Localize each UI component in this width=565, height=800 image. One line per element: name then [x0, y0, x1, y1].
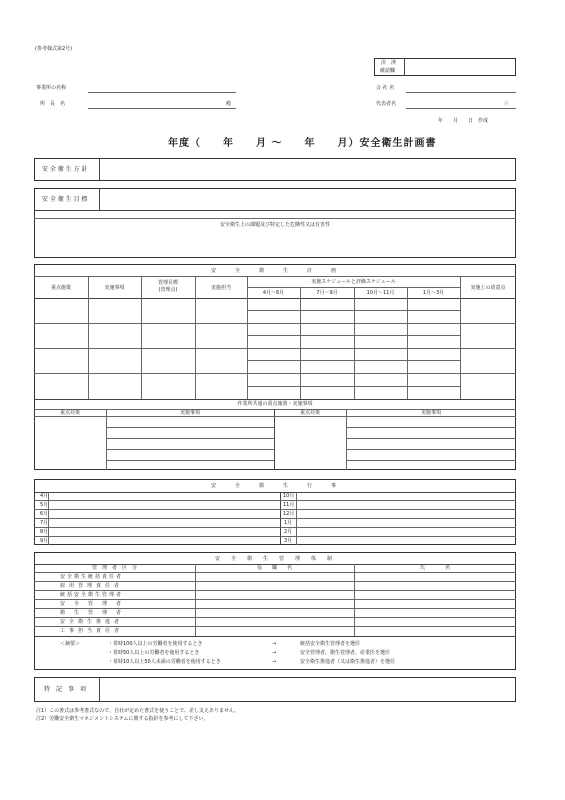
rep-name-line[interactable]: [406, 108, 516, 109]
col-items: 実施事項: [104, 285, 125, 291]
company-label: 会 社 名: [376, 85, 395, 91]
org-note-left-3: ・常時10人以上50人未満の労働者を使用するとき: [108, 659, 221, 665]
shared-title: 作業所共通の重点施策・実施事項: [237, 401, 313, 407]
org-note-left-1: ・常時100人以上の労働者を使用するとき: [108, 641, 203, 647]
org-col-position: 役 職 名: [256, 565, 292, 571]
event-month-9: 9月: [40, 538, 49, 544]
office-name-label: 事業所の名称: [36, 85, 67, 91]
events-title: 安 全 衛 生 行 事: [210, 483, 339, 489]
event-month-3: 3月: [284, 538, 293, 544]
rep-label: 代表者名: [376, 101, 397, 107]
org-note-right-3: 安全衛生推進者（又は衛生推進者）を選任: [300, 659, 396, 665]
manager-name-line[interactable]: [88, 108, 236, 109]
org-note-arrow-1: →: [272, 641, 277, 647]
approval-label-2: 確認欄: [380, 68, 396, 74]
org-role-1: 安全衛生統括責任者: [60, 574, 124, 580]
event-month-1: 1月: [284, 520, 293, 526]
shared-col-measure-left: 重点対策: [59, 410, 80, 416]
org-role-2: 雇用管理責任者: [60, 583, 124, 589]
shared-col-items-left: 実施事項: [179, 410, 200, 416]
org-role-6: 安全衛生推進者: [60, 619, 124, 625]
footnote-2: 注2）労働安全衛生マネジメントシステムに関する指針を参考にして下さい。: [36, 716, 209, 722]
event-month-11: 11月: [283, 502, 295, 508]
org-role-7: 工事担当責任者: [60, 628, 124, 634]
col-q2: 7月～9月: [316, 290, 338, 296]
col-target-1: 管理目標: [157, 280, 178, 286]
org-note-left-2: ・常時50人以上の労働者を使用するとき: [108, 650, 200, 656]
special-label: 特 記 事 項: [44, 686, 87, 693]
page-title: 年度（ 年 月 ～ 年 月）安全衛生計画書: [168, 138, 437, 149]
office-name-line[interactable]: [88, 92, 236, 93]
policy-box: [34, 158, 516, 181]
org-col-category: 管 理 者 区 分: [91, 565, 137, 571]
col-q3: 10月～11月: [366, 290, 395, 296]
org-note-label: ＜摘要＞: [60, 641, 81, 647]
approval-label-1: 決 済: [381, 60, 397, 66]
event-month-7: 7月: [40, 520, 49, 526]
issues-label: 安全衛生上の課題及び特定した危険性又は有害性: [219, 222, 330, 228]
event-month-2: 2月: [284, 529, 293, 535]
event-month-8: 8月: [40, 529, 49, 535]
org-note-arrow-3: →: [272, 659, 277, 665]
plan-section-title: 安 全 衛 生 計 画: [210, 268, 339, 274]
org-role-3: 統括安全衛生管理者: [60, 592, 124, 598]
footnote-1: 注1）この書式は参考書式なので、自社が定めた書式を使うことで、差し支えありません。: [36, 708, 240, 714]
col-owner: 実施担当: [210, 285, 231, 291]
event-month-5: 5月: [40, 502, 49, 508]
rep-seal: ㊞: [504, 101, 510, 107]
shared-col-measure-right: 重点対策: [299, 410, 320, 416]
special-box: [34, 677, 516, 702]
org-note-right-1: 統括安全衛生管理者を選任: [300, 641, 361, 647]
col-q4: 1月～3月: [422, 290, 445, 296]
org-note-right-2: 安全管理者、衛生管理者、産業医を選任: [300, 650, 391, 656]
org-role-4: 安 全 管 理 者: [60, 601, 124, 607]
org-note-arrow-2: →: [272, 650, 277, 656]
event-month-12: 12月: [283, 511, 295, 517]
goal-label: 安 全 衛 生 目 標: [42, 196, 88, 203]
col-target-2: (管理点): [158, 287, 178, 293]
event-month-10: 10月: [283, 493, 295, 499]
org-col-name: 氏 名: [419, 565, 450, 571]
col-q1: 4月～6月: [262, 290, 285, 296]
col-notes: 実施上の留意点: [470, 285, 506, 291]
shared-col-items-right: 実施事項: [420, 410, 441, 416]
col-schedule: 実施スケジュールと評価スケジュール: [311, 279, 396, 285]
event-month-6: 6月: [40, 511, 49, 517]
manager-label: 所 長 名: [40, 101, 66, 107]
col-measure: 重点施策: [50, 285, 71, 291]
company-name-line[interactable]: [406, 92, 516, 93]
event-month-4: 4月: [40, 493, 49, 499]
policy-label: 安 全 衛 生 方 針: [42, 166, 88, 173]
date-created: 年 月 日 作成: [438, 118, 489, 124]
org-role-5: 衛 生 管 理 者: [60, 610, 124, 616]
org-title: 安 全 衛 生 管 理 体 制: [214, 556, 335, 562]
form-reference: (参考様式第2号): [35, 46, 73, 52]
seal-mark: 殿: [226, 101, 232, 107]
